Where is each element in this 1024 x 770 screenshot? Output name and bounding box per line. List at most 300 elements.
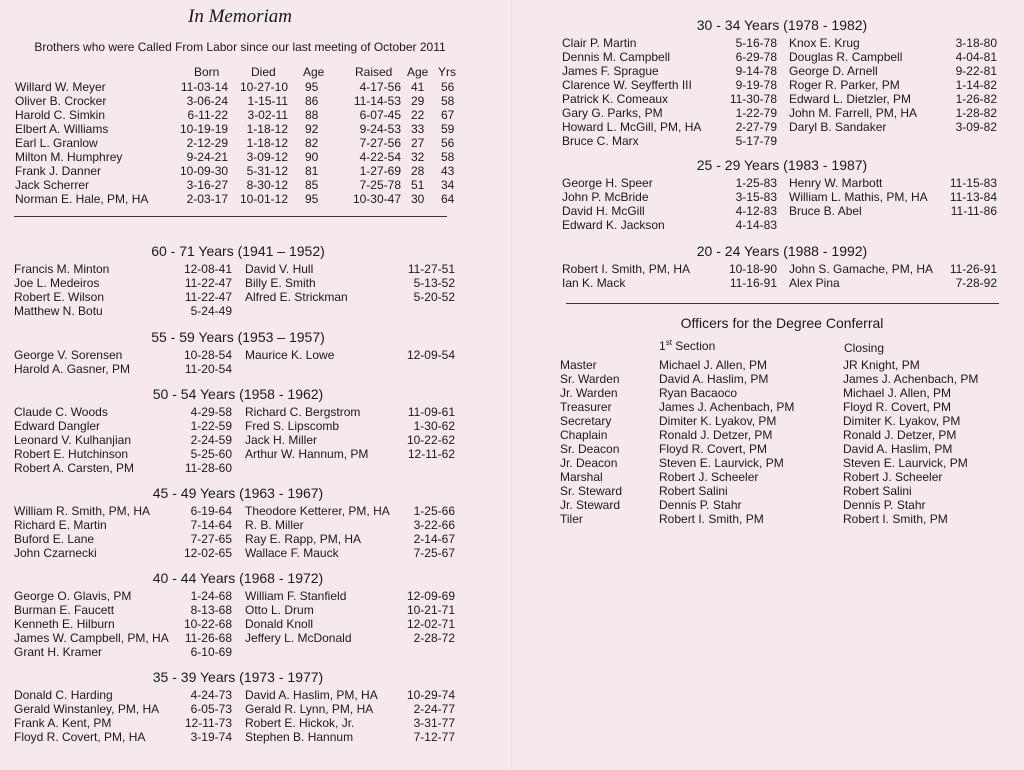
member-name: Edward L. Dietzler, PM	[789, 92, 912, 106]
member-name: Leonard V. Kulhanjian	[14, 433, 131, 447]
member-date: 4-12-83	[735, 204, 777, 218]
officer-row	[512, 456, 1024, 470]
member-row	[0, 447, 512, 461]
member-name: Clair P. Martin	[562, 36, 637, 50]
member-name: Roger R. Parker, PM	[789, 78, 900, 92]
officer-role: Treasurer	[560, 400, 612, 414]
member-name: Stephen B. Hannum	[245, 730, 354, 744]
member-name: John Czarnecki	[14, 546, 97, 560]
section-title: 25 - 29 Years (1983 - 1987)	[696, 157, 868, 173]
member-name: Clarence W. Seyfferth III	[562, 78, 692, 92]
member-row	[512, 120, 1024, 134]
age-at-death: 85	[305, 178, 319, 192]
officer-role: Tiler	[560, 512, 583, 526]
member-row	[0, 262, 512, 276]
member-name: Edward Dangler	[14, 419, 101, 433]
member-date: 3-19-74	[190, 730, 232, 744]
officer-role: Sr. Warden	[560, 372, 620, 386]
section-title: 35 - 39 Years (1973 - 1977)	[152, 669, 324, 685]
deceased-name: Milton M. Humphrey	[15, 150, 123, 164]
member-date: 11-16-91	[729, 276, 777, 290]
officers-col-closing: Closing	[844, 341, 885, 355]
member-name: Fred S. Lipscomb	[245, 419, 340, 433]
deceased-name: Harold C. Simkin	[15, 108, 106, 122]
member-row	[0, 716, 512, 730]
member-date: 2-24-77	[413, 702, 455, 716]
divider-rule	[566, 303, 999, 304]
years-member: 34	[441, 178, 455, 192]
member-name: Gerald R. Lynn, PM, HA	[245, 702, 374, 716]
raised-date: 1-27-69	[359, 164, 401, 178]
officer-first-section: Ronald J. Detzer, PM	[659, 428, 773, 442]
member-date: 6-19-64	[190, 504, 232, 518]
officer-closing: Dimiter K. Lyakov, PM	[843, 414, 961, 428]
member-row	[0, 546, 512, 560]
member-date: 11-22-47	[184, 290, 232, 304]
deceased-name: Oliver B. Crocker	[15, 94, 107, 108]
member-date: 11-20-54	[184, 362, 232, 376]
officers-col-first-section-suffix: st	[665, 338, 672, 347]
member-name: Howard L. McGill, PM, HA	[562, 120, 702, 134]
died-date: 1-18-12	[246, 122, 288, 136]
officer-first-section: Dennis P. Stahr	[659, 498, 742, 512]
member-row	[512, 78, 1024, 92]
member-name: Robert E. Wilson	[14, 290, 105, 304]
member-row	[0, 419, 512, 433]
member-name: Ian K. Mack	[562, 276, 626, 290]
raised-date: 4-17-56	[359, 80, 401, 94]
member-date: 2-28-72	[413, 631, 455, 645]
born-date: 11-03-14	[180, 80, 228, 94]
memoriam-title: In Memoriam	[188, 6, 292, 27]
age-raised: 32	[411, 150, 425, 164]
member-row	[0, 532, 512, 546]
member-date: 11-27-51	[407, 262, 455, 276]
member-date: 11-22-47	[184, 276, 232, 290]
years-member: 56	[441, 136, 455, 150]
member-date: 2-24-59	[190, 433, 232, 447]
officer-row	[512, 484, 1024, 498]
member-date: 11-30-78	[729, 92, 777, 106]
member-name: John M. Farrell, PM, HA	[789, 106, 918, 120]
member-row	[0, 631, 512, 645]
member-row	[512, 106, 1024, 120]
member-date: 1-22-59	[190, 419, 232, 433]
officer-first-section: Ryan Bacaoco	[659, 386, 738, 400]
section-title: 40 - 44 Years (1968 - 1972)	[152, 570, 324, 586]
member-date: 4-29-58	[190, 405, 232, 419]
member-name: R. B. Miller	[245, 518, 304, 532]
officer-role: Jr. Steward	[560, 498, 621, 512]
member-date: 3-18-80	[955, 36, 997, 50]
officer-row	[512, 400, 1024, 414]
member-name: John S. Gamache, PM, HA	[789, 262, 934, 276]
member-date: 1-24-68	[190, 589, 232, 603]
section-title: 20 - 24 Years (1988 - 1992)	[696, 243, 868, 259]
officer-row	[512, 442, 1024, 456]
member-name: Knox E. Krug	[789, 36, 860, 50]
member-name: Bruce C. Marx	[562, 134, 639, 148]
born-date: 3-06-24	[186, 94, 228, 108]
member-name: Buford E. Lane	[14, 532, 95, 546]
member-date: 11-26-91	[949, 262, 997, 276]
age-at-death: 90	[305, 150, 319, 164]
officer-role: Jr. Deacon	[560, 456, 618, 470]
member-row	[512, 134, 1024, 148]
member-date: 12-09-54	[406, 348, 455, 362]
age-at-death: 95	[305, 80, 319, 94]
member-row	[512, 176, 1024, 190]
age-raised: 28	[411, 164, 425, 178]
raised-date: 6-07-45	[359, 108, 401, 122]
member-name: Patrick K. Comeaux	[562, 92, 669, 106]
officer-closing: JR Knight, PM	[843, 358, 920, 372]
member-row	[512, 218, 1024, 232]
member-date: 12-11-73	[184, 716, 232, 730]
member-row	[512, 50, 1024, 64]
member-name: Robert A. Carsten, PM	[14, 461, 135, 475]
officer-role: Jr. Warden	[560, 386, 618, 400]
member-name: Wallace F. Mauck	[245, 546, 339, 560]
member-date: 11-28-60	[184, 461, 232, 475]
member-date: 1-26-82	[955, 92, 997, 106]
section-title: 45 - 49 Years (1963 - 1967)	[152, 485, 324, 501]
header-died: Died	[251, 65, 276, 79]
officer-first-section: Michael J. Allen, PM	[659, 358, 768, 372]
member-date: 12-02-71	[406, 617, 455, 631]
member-date: 1-22-79	[735, 106, 777, 120]
member-row	[0, 362, 512, 376]
officer-closing: Robert I. Smith, PM	[843, 512, 948, 526]
member-name: Richard E. Martin	[14, 518, 107, 532]
memoriam-row	[0, 192, 512, 206]
years-member: 58	[441, 150, 455, 164]
memoriam-row	[0, 150, 512, 164]
born-date: 10-19-19	[180, 122, 229, 136]
age-at-death: 81	[305, 164, 319, 178]
member-name: Bruce B. Abel	[789, 204, 862, 218]
member-date: 10-21-71	[406, 603, 455, 617]
born-date: 6-11-22	[187, 108, 228, 122]
member-date: 8-13-68	[190, 603, 232, 617]
raised-date: 7-25-78	[359, 178, 401, 192]
memoriam-row	[0, 94, 512, 108]
member-date: 1-30-62	[413, 419, 455, 433]
member-date: 5-17-79	[735, 134, 777, 148]
section-title: 60 - 71 Years (1941 – 1952)	[151, 243, 325, 259]
years-member: 64	[441, 192, 455, 206]
years-member: 59	[441, 122, 455, 136]
member-row	[512, 204, 1024, 218]
raised-date: 9-24-53	[359, 122, 401, 136]
officer-row	[512, 358, 1024, 372]
memoriam-row	[0, 80, 512, 94]
officer-role: Marshal	[560, 470, 603, 484]
officer-first-section: Dimiter K. Lyakov, PM	[659, 414, 777, 428]
officer-first-section: Robert Salini	[659, 484, 728, 498]
born-date: 9-24-21	[186, 150, 228, 164]
raised-date: 11-14-53	[353, 94, 401, 108]
member-date: 9-22-81	[955, 64, 997, 78]
officer-first-section: Floyd R. Covert, PM	[659, 442, 768, 456]
right-page	[512, 0, 1024, 770]
memoriam-row	[0, 136, 512, 150]
member-name: Robert E. Hickok, Jr.	[245, 716, 355, 730]
member-row	[512, 36, 1024, 50]
member-date: 4-24-73	[190, 688, 232, 702]
member-name: Claude C. Woods	[14, 405, 108, 419]
member-date: 7-12-77	[413, 730, 455, 744]
member-row	[0, 433, 512, 447]
member-row	[0, 589, 512, 603]
member-date: 10-28-54	[183, 348, 232, 362]
deceased-name: Jack Scherrer	[15, 178, 90, 192]
born-date: 2-12-29	[186, 136, 228, 150]
member-row	[0, 688, 512, 702]
member-row	[0, 276, 512, 290]
officer-role: Master	[560, 358, 597, 372]
member-name: George V. Sorensen	[14, 348, 123, 362]
member-row	[0, 518, 512, 532]
died-date: 8-30-12	[246, 178, 288, 192]
member-name: Gerald Winstanley, PM, HA	[14, 702, 160, 716]
officer-closing: James J. Achenbach, PM	[843, 372, 979, 386]
officers-col-first-section-label: Section	[671, 339, 716, 353]
member-date: 1-14-82	[955, 78, 997, 92]
member-date: 10-22-62	[406, 433, 455, 447]
officer-closing: Robert J. Scheeler	[843, 470, 943, 484]
member-row	[0, 405, 512, 419]
member-name: Gary G. Parks, PM	[562, 106, 663, 120]
memoriam-row	[0, 122, 512, 136]
member-date: 10-22-68	[183, 617, 232, 631]
officer-role: Sr. Deacon	[560, 442, 620, 456]
member-name: James F. Sprague	[562, 64, 659, 78]
age-at-death: 86	[305, 94, 319, 108]
age-raised: 41	[411, 80, 425, 94]
years-member: 56	[441, 80, 455, 94]
deceased-name: Elbert A. Williams	[15, 122, 109, 136]
officer-role: Sr. Steward	[560, 484, 623, 498]
header-years: Yrs	[438, 65, 456, 79]
officer-role: Secretary	[560, 414, 612, 428]
member-name: George H. Speer	[562, 176, 653, 190]
memoriam-row	[0, 108, 512, 122]
member-row	[0, 504, 512, 518]
member-row	[0, 461, 512, 475]
member-name: William F. Stanfield	[245, 589, 347, 603]
died-date: 10-27-10	[239, 80, 288, 94]
member-name: Robert I. Smith, PM, HA	[562, 262, 691, 276]
member-date: 5-20-52	[413, 290, 455, 304]
member-row	[0, 645, 512, 659]
member-date: 7-14-64	[190, 518, 232, 532]
member-row	[0, 348, 512, 362]
member-name: Alfred E. Strickman	[245, 290, 348, 304]
years-member: 67	[441, 108, 455, 122]
member-date: 5-13-52	[413, 276, 455, 290]
member-name: Frank A. Kent, PM	[14, 716, 112, 730]
member-name: John P. McBride	[562, 190, 649, 204]
officer-closing: Michael J. Allen, PM	[843, 386, 952, 400]
member-date: 5-24-49	[190, 304, 232, 318]
member-date: 1-25-83	[735, 176, 777, 190]
years-member: 58	[441, 94, 455, 108]
member-date: 6-05-73	[190, 702, 232, 716]
member-date: 9-14-78	[735, 64, 777, 78]
member-row	[512, 190, 1024, 204]
member-date: 3-22-66	[413, 518, 455, 532]
age-raised: 29	[411, 94, 425, 108]
died-date: 1-18-12	[246, 136, 288, 150]
member-date: 7-25-67	[413, 546, 455, 560]
member-date: 12-08-41	[183, 262, 232, 276]
memoriam-subtitle: Brothers who were Called From Labor since our last meeting of October 2011	[34, 40, 446, 54]
member-date: 10-18-90	[728, 262, 777, 276]
deceased-name: Willard W. Meyer	[15, 80, 106, 94]
member-name: Maurice K. Lowe	[245, 348, 335, 362]
age-at-death: 92	[305, 122, 319, 136]
member-row	[512, 276, 1024, 290]
member-name: Daryl B. Sandaker	[789, 120, 887, 134]
member-date: 3-09-82	[955, 120, 997, 134]
officer-row	[512, 498, 1024, 512]
member-name: James W. Campbell, PM, HA	[14, 631, 169, 645]
member-name: Robert E. Hutchinson	[14, 447, 129, 461]
officer-closing: Robert Salini	[843, 484, 912, 498]
member-row	[0, 702, 512, 716]
member-date: 12-02-65	[183, 546, 232, 560]
member-name: Douglas R. Campbell	[789, 50, 903, 64]
member-date: 11-09-61	[407, 405, 455, 419]
member-date: 1-25-66	[413, 504, 455, 518]
officers-title: Officers for the Degree Conferral	[680, 315, 884, 331]
member-name: Alex Pina	[789, 276, 840, 290]
age-raised: 27	[411, 136, 425, 150]
member-row	[512, 92, 1024, 106]
member-name: Matthew N. Botu	[14, 304, 103, 318]
member-date: 12-09-69	[406, 589, 455, 603]
member-row	[0, 617, 512, 631]
age-at-death: 82	[305, 136, 319, 150]
officer-row	[512, 428, 1024, 442]
officer-first-section: Steven E. Laurvick, PM	[659, 456, 784, 470]
member-date: 2-14-67	[413, 532, 455, 546]
section-title: 55 - 59 Years (1953 – 1957)	[151, 329, 325, 345]
member-name: Donald Knoll	[245, 617, 314, 631]
died-date: 5-31-12	[246, 164, 288, 178]
member-date: 12-11-62	[407, 447, 455, 461]
officer-row	[512, 372, 1024, 386]
member-name: Arthur W. Hannum, PM	[245, 447, 369, 461]
member-name: Francis M. Minton	[14, 262, 110, 276]
member-date: 4-14-83	[735, 218, 777, 232]
member-date: 3-31-77	[413, 716, 455, 730]
officer-first-section: James J. Achenbach, PM	[659, 400, 795, 414]
officer-row	[512, 512, 1024, 526]
officer-role: Chaplain	[560, 428, 608, 442]
deceased-name: Norman E. Hale, PM, HA	[15, 192, 149, 206]
member-date: 7-28-92	[955, 276, 997, 290]
member-date: 6-10-69	[190, 645, 232, 659]
member-name: Theodore Ketterer, PM, HA	[245, 504, 390, 518]
officer-closing: Floyd R. Covert, PM	[843, 400, 952, 414]
died-date: 3-02-11	[247, 108, 288, 122]
member-name: Ray E. Rapp, PM, HA	[245, 532, 362, 546]
age-at-death: 95	[305, 192, 319, 206]
member-date: 2-27-79	[735, 120, 777, 134]
member-name: Dennis M. Campbell	[562, 50, 671, 64]
header-age-raised: Age	[407, 65, 429, 79]
officer-first-section: Robert J. Scheeler	[659, 470, 759, 484]
born-date: 2-03-17	[186, 192, 228, 206]
officer-closing: Steven E. Laurvick, PM	[843, 456, 968, 470]
member-name: David V. Hull	[245, 262, 314, 276]
member-name: Grant H. Kramer	[14, 645, 103, 659]
member-name: Harold A. Gasner, PM	[14, 362, 131, 376]
member-date: 11-15-83	[949, 176, 997, 190]
member-date: 7-27-65	[190, 532, 232, 546]
officers-col-first-section	[659, 339, 715, 353]
officer-row	[512, 386, 1024, 400]
age-raised: 33	[411, 122, 425, 136]
divider-rule	[14, 216, 447, 217]
member-date: 11-13-84	[949, 190, 997, 204]
member-name: Burman E. Faucett	[14, 603, 115, 617]
member-name: Richard C. Bergstrom	[245, 405, 361, 419]
member-date: 9-19-78	[735, 78, 777, 92]
header-born: Born	[194, 65, 220, 79]
member-name: George D. Arnell	[789, 64, 878, 78]
deceased-name: Earl L. Granlow	[15, 136, 98, 150]
age-raised: 30	[411, 192, 425, 206]
born-date: 3-16-27	[186, 178, 228, 192]
member-date: 5-25-60	[190, 447, 232, 461]
member-row	[512, 64, 1024, 78]
officer-closing: Ronald J. Detzer, PM	[843, 428, 957, 442]
section-title: 30 - 34 Years (1978 - 1982)	[696, 17, 868, 33]
member-name: Donald C. Harding	[14, 688, 113, 702]
officer-row	[512, 470, 1024, 484]
died-date: 10-01-12	[239, 192, 288, 206]
member-name: David A. Haslim, PM, HA	[245, 688, 378, 702]
member-row	[0, 304, 512, 318]
officer-closing: David A. Haslim, PM	[843, 442, 953, 456]
member-date: 5-16-78	[735, 36, 777, 50]
memoriam-row	[0, 164, 512, 178]
member-name: Jack H. Miller	[245, 433, 318, 447]
member-row	[0, 603, 512, 617]
member-name: Joe L. Medeiros	[14, 276, 100, 290]
member-name: William R. Smith, PM, HA	[14, 504, 151, 518]
header-raised: Raised	[355, 65, 393, 79]
officer-closing: Dennis P. Stahr	[843, 498, 926, 512]
years-member: 43	[441, 164, 455, 178]
raised-date: 10-30-47	[352, 192, 401, 206]
age-raised: 22	[411, 108, 425, 122]
raised-date: 7-27-56	[359, 136, 401, 150]
age-raised: 51	[411, 178, 425, 192]
member-date: 1-28-82	[955, 106, 997, 120]
officer-first-section: Robert I. Smith, PM	[659, 512, 764, 526]
header-age: Age	[303, 65, 325, 79]
died-date: 3-09-12	[246, 150, 288, 164]
officers-col-first-section-number: 1	[659, 339, 666, 353]
section-title: 50 - 54 Years (1958 - 1962)	[152, 386, 324, 402]
member-name: Otto L. Drum	[245, 603, 314, 617]
member-date: 4-04-81	[955, 50, 997, 64]
officer-row	[512, 414, 1024, 428]
